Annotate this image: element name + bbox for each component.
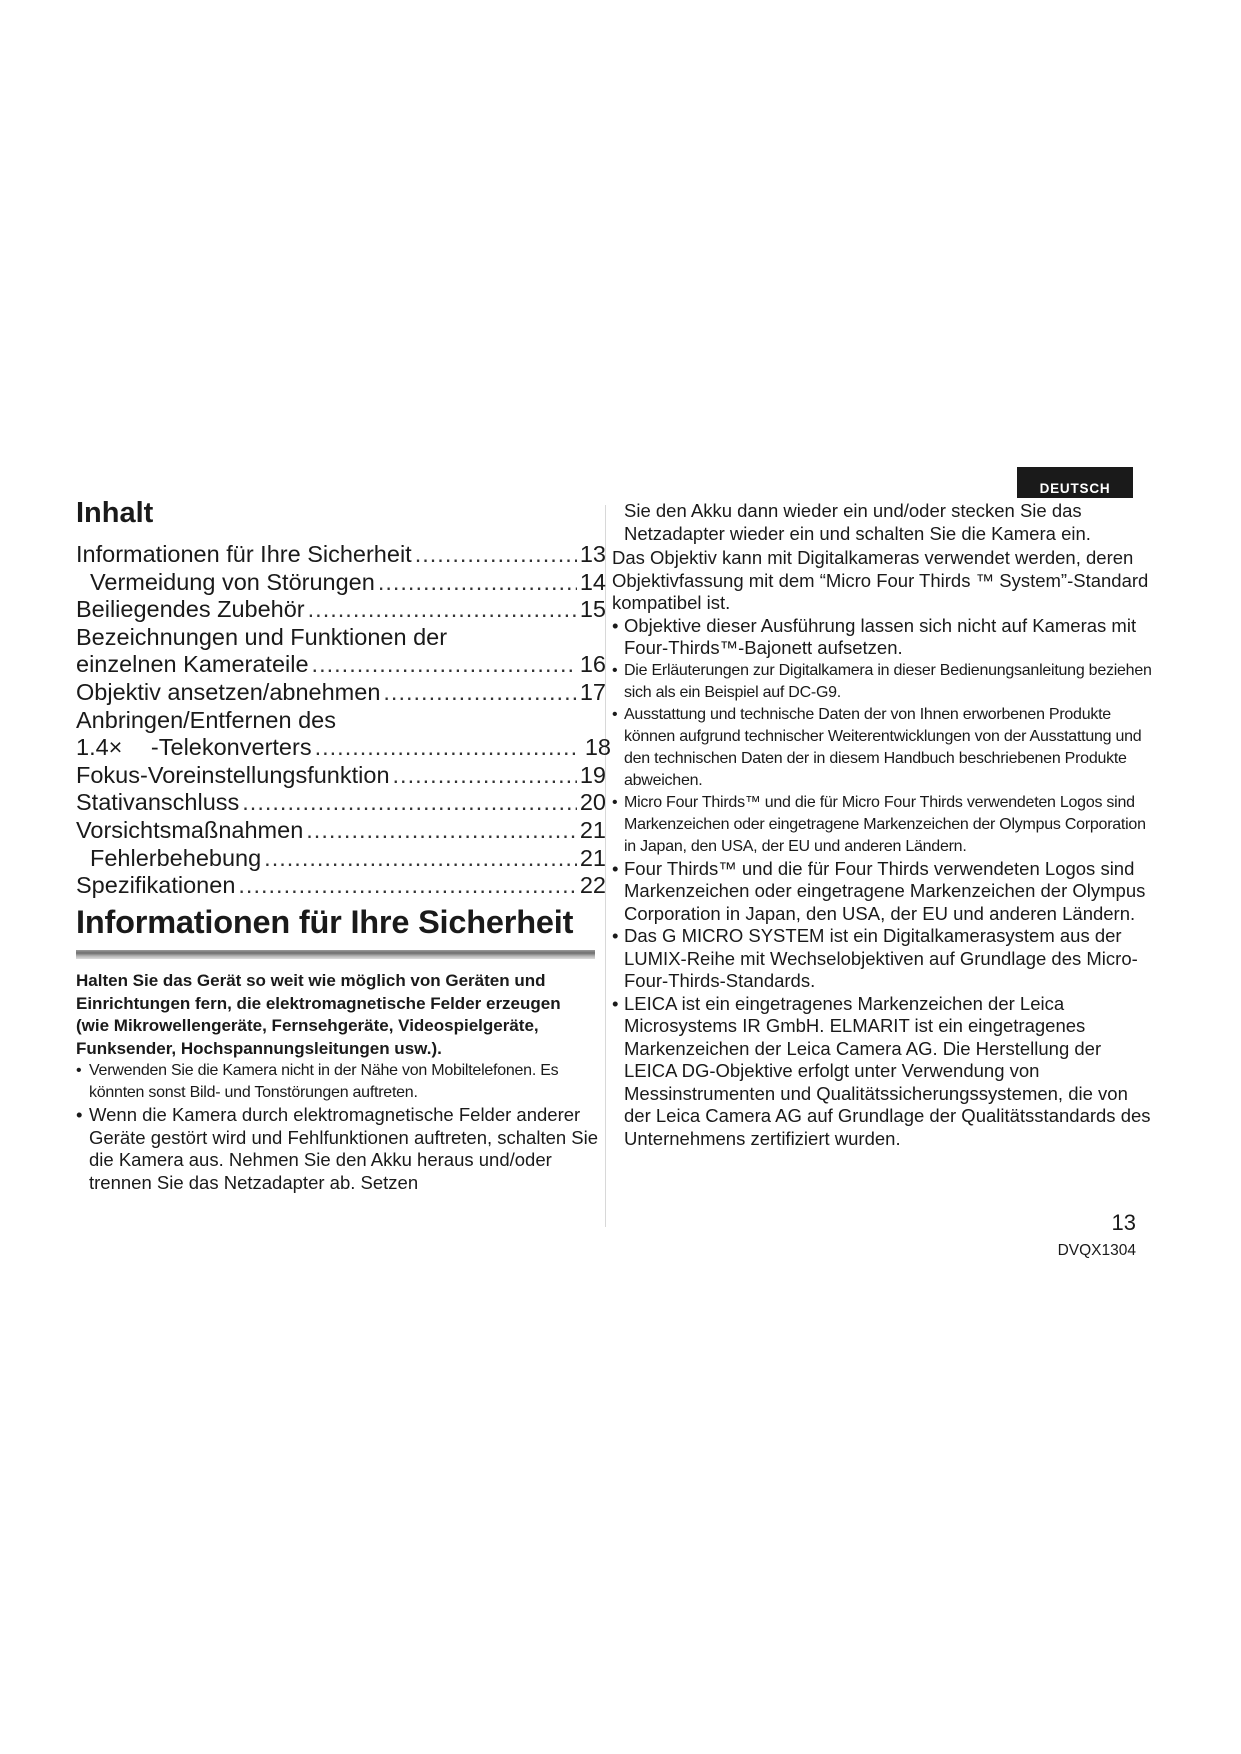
toc-entry-page: 14 [579,568,606,595]
toc-entry [76,789,606,817]
list-item [76,1060,606,1104]
list-item [612,792,1152,858]
toc-entry-page: 21 [579,816,606,843]
toc-leader-dots [308,596,577,624]
list-item [612,993,1152,1151]
bullet-icon: • [612,614,619,636]
toc-entry [76,651,606,679]
toc-entry-title: Vermeidung von Störungen [90,568,375,595]
toc-leader-dots [393,762,577,790]
toc-entry-page: 22 [579,872,606,899]
toc-entry [76,541,606,569]
toc-entry-title: Vorsichtsmaßnahmen [76,816,304,843]
list-item-text: Objektive dieser Ausführung lassen sich nicht auf Kameras mit Four-Thirds™-Bajonett aufsetzen. [624,614,1137,658]
toc-leader-dots [242,789,577,817]
list-item [612,925,1152,993]
toc-leader-dots [238,872,576,900]
list-item-text: LEICA ist ein eingetragenes Markenzeichen der Leica Microsystems IR GmbH. ELMARIT ist ein eingetragenes Markenzeichen der Leica Camera AG. Die Herstellung der LEICA DG-Objektive erfolgt unter Verwendung von Messinstrumenten und Qualitätssicherungssystemen, die von der Leica Camera AG auf Grundlage der Qualitätsstandards des Unternehmens zertifiziert wurden. [624,992,1151,1149]
language-tab: DEUTSCH [1017,467,1133,498]
toc-heading: Inhalt [76,497,154,529]
toc-entry-page: 17 [579,678,606,705]
toc-leader-dots [378,569,577,597]
toc-leader-dots [306,817,577,845]
toc-entry-title: Stativanschluss [76,789,240,816]
toc-entry-page: 19 [579,761,606,788]
notes-list [612,615,1152,1151]
toc-entry-title: 1.4× -Telekonverters [76,734,312,761]
bullet-icon: • [76,1104,83,1125]
toc-leader-dots [264,845,577,873]
toc-entry [76,679,606,707]
compatibility-paragraph: Das Objektiv kann mit Digitalkameras verwendet werden, deren Objektivfassung mit dem “Micro Four Thirds ™ System”-Standard kompatibel ist. [612,547,1149,613]
toc-entry-title: Fokus-Voreinstellungsfunktion [76,761,390,788]
toc-entry-page: 16 [579,651,606,678]
toc-entry-page: 20 [579,789,606,816]
toc-entry-page: 21 [579,844,606,871]
list-item-text: Verwenden Sie die Kamera nicht in der Nähe von Mobiltelefonen. Es könnten sonst Bild- und Tonstörungen auftreten. [89,1062,559,1101]
toc-entry-page: 13 [579,541,606,567]
toc-entry [76,707,606,735]
toc-entry-title: Informationen für Ihre Sicherheit [76,541,412,567]
list-item [612,660,1152,704]
bullet-icon: • [612,793,618,811]
toc-entry [76,845,606,873]
list-item [612,704,1152,792]
right-column [612,500,1152,1150]
toc-entry-title: Beiliegendes Zubehör [76,596,305,623]
toc-leader-dots [312,651,577,679]
toc-entry [76,817,606,845]
section-heading-safety: Informationen für Ihre Sicherheit [76,904,574,940]
bullet-icon: • [612,705,618,723]
heading-rule [76,950,595,959]
toc-entry-title: einzelnen Kamerateile [76,651,309,678]
toc-entry [76,624,606,652]
bullet-icon: • [612,661,618,679]
toc-entry [76,762,606,790]
safety-warning: Halten Sie das Gerät so weit wie möglich von Geräten und Einrichtungen fern, die elektromagnetische Felder erzeugen (wie Mikrowellengeräte, Fernsehgeräte, Videospielgeräte, Funksender, Hochspannungsleitungen usw.). [76,971,561,1058]
toc-entry [76,734,611,762]
list-item [612,615,1152,660]
toc-entry [76,872,606,900]
document-code: DVQX1304 [1057,1242,1136,1259]
list-item [612,858,1152,926]
toc-entry-page: 18 [584,734,611,761]
toc-entry [76,569,606,597]
list-item-text: Ausstattung und technische Daten der von Ihnen erworbenen Produkte können aufgrund technischer Weiterentwicklungen von der Ausstattung und den technischen Daten der in diesem Handbuch beschriebenen Produkte abweichen. [624,705,1142,789]
toc-entry-title: Fehlerbehebung [90,844,262,871]
page-number: 13 [1111,1210,1136,1235]
safety-bullet-list [76,1060,606,1194]
bullet-icon: • [612,925,619,946]
toc-entry-title: Objektiv ansetzen/abnehmen [76,678,381,705]
bullet-icon: • [612,857,619,879]
toc-entry-title: Anbringen/Entfernen des [76,706,336,733]
table-of-contents [76,541,611,900]
bullet-icon: • [612,992,619,1014]
toc-entry [76,596,606,624]
list-item-text: Die Erläuterungen zur Digitalkamera in dieser Bedienungsanleitung beziehen sich als ein Beispiel auf DC-G9. [624,661,1152,701]
toc-entry-title: Spezifikationen [76,872,236,899]
list-item [76,1104,606,1194]
list-item-text: Micro Four Thirds™ und die für Micro Four Thirds verwendeten Logos sind Markenzeichen oder eingetragene Markenzeichen der Olympus Corporation in Japan, den USA, der EU und anderen Ländern. [624,793,1146,855]
toc-entry-page: 15 [579,596,606,623]
list-item-text: Wenn die Kamera durch elektromagnetische Felder anderer Geräte gestört wird und Fehlfunktionen auftreten, schalten Sie die Kamera aus. Nehmen Sie den Akku heraus und/oder trennen Sie das Netzadapter ab. Setzen [89,1104,599,1193]
list-item-text: Das G MICRO SYSTEM ist ein Digitalkamerasystem aus der LUMIX-Reihe mit Wechselobjektiven auf Grundlage des Micro-Four-Thirds-Standards. [624,925,1138,991]
list-item-text: Four Thirds™ und die für Four Thirds verwendeten Logos sind Markenzeichen oder eingetragene Markenzeichen der Olympus Corporation in Japan, den USA, der EU und anderen Ländern. [624,857,1146,924]
toc-entry-title: Bezeichnungen und Funktionen der [76,623,448,650]
continued-text: Sie den Akku dann wieder ein und/oder stecken Sie das Netzadapter wieder ein und schalten Sie die Kamera ein. [624,500,1091,544]
toc-leader-dots [415,541,577,569]
bullet-icon: • [76,1062,82,1079]
toc-leader-dots [383,679,576,707]
toc-leader-dots [315,734,580,762]
